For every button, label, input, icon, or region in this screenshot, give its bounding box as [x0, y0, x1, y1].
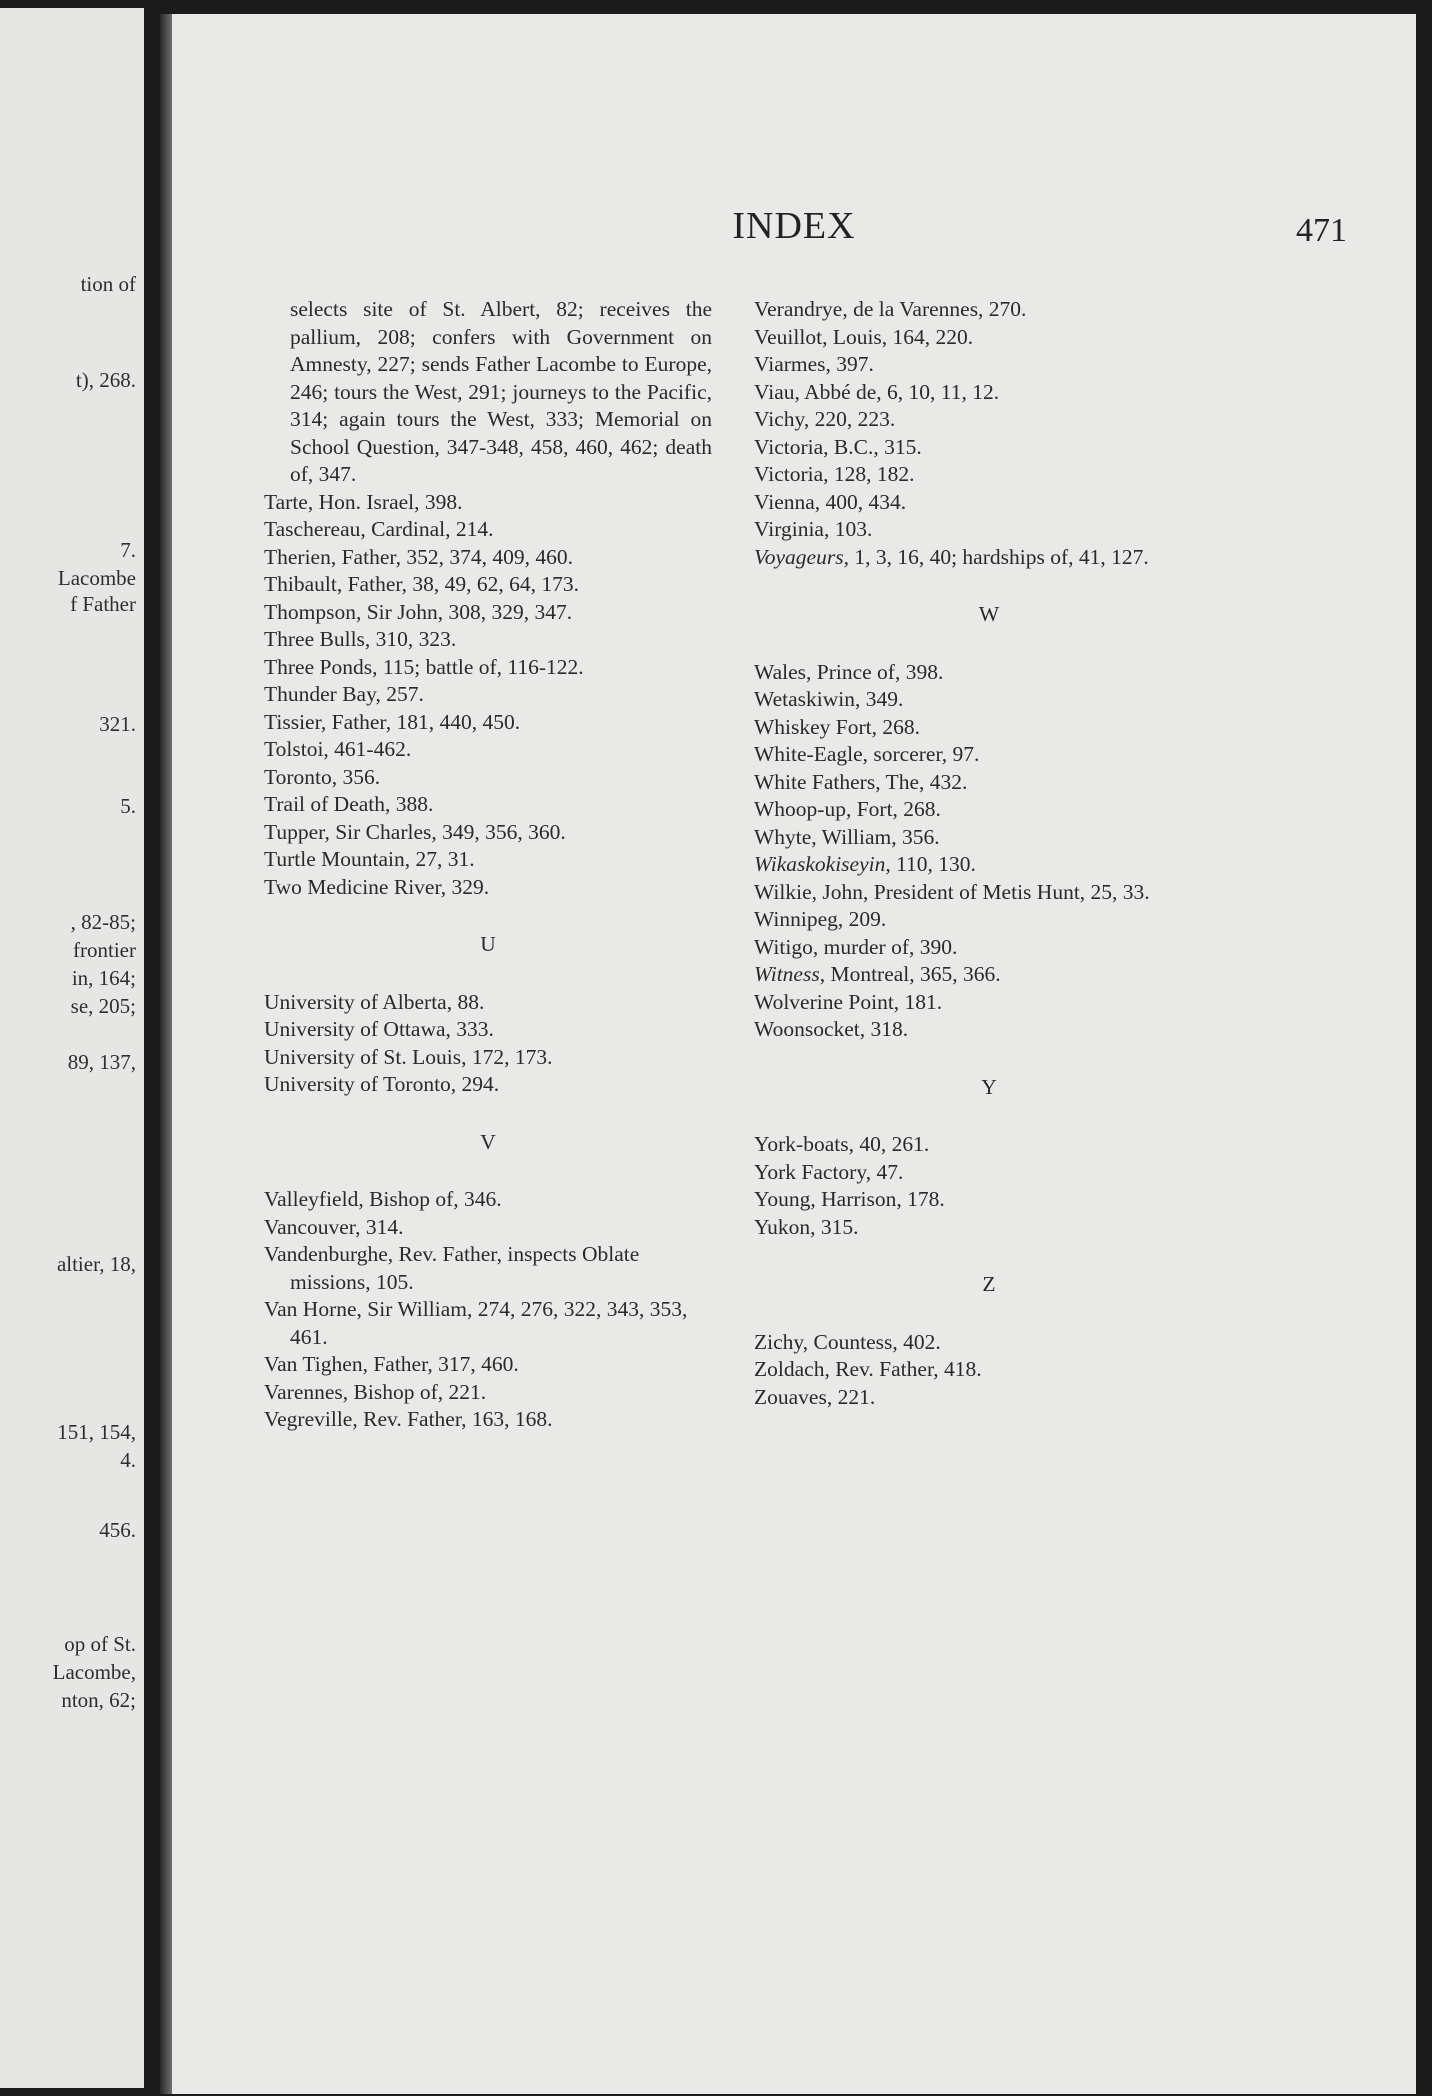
prev-fragment: 4. [120, 1448, 136, 1472]
continued-entry: selects site of St. Albert, 82; receives the pallium, 208; confers with Government on Amnesty, 227; sends Father Lacombe to Europe, 246; tours the West, 291; journeys to the Pacific, 314; again tours the West, 333; Memorial on School Question, 347-348, 458, 460, 462; death of, 347. [290, 297, 712, 486]
index-entry: Tolstoi, 461-462. [264, 737, 412, 761]
prev-fragment: f Father [70, 592, 136, 616]
index-entry: Witigo, murder of, 390. [754, 934, 958, 959]
index-entry: Verandrye, de la Varennes, 270. [754, 297, 1027, 321]
index-entry: Therien, Father, 352, 374, 409, 460. [264, 544, 574, 569]
prev-fragment: frontier [73, 938, 136, 962]
index-entry: University of St. Louis, 172, 173. [264, 1044, 553, 1069]
section-letter-u: U [480, 932, 496, 956]
index-entry-wikaskokiseyin [754, 851, 1224, 879]
index-entry: Wetaskiwin, 349. [754, 687, 904, 711]
index-page [172, 14, 1416, 2094]
index-entry: York-boats, 40, 261. [754, 1132, 930, 1156]
index-entry: Tissier, Father, 181, 440, 450. [264, 709, 521, 734]
index-entry: Virginia, 103. [754, 517, 873, 541]
index-entry: Whyte, William, 356. [754, 824, 940, 849]
index-entry: Viarmes, 397. [754, 352, 874, 376]
index-entry: Varennes, Bishop of, 221. [264, 1379, 487, 1404]
index-entry: Trail of Death, 388. [264, 792, 434, 816]
page-number: 471 [1296, 212, 1347, 249]
index-entry: University of Ottawa, 333. [264, 1017, 494, 1041]
section-letter-z: Z [982, 1272, 996, 1296]
prev-fragment: 456. [99, 1518, 136, 1542]
prev-fragment: t), 268. [75, 368, 136, 392]
index-entry: Van Horne, Sir William, 274, 276, 322, 343, 353, 461. [264, 1297, 688, 1349]
page-title: INDEX [732, 205, 856, 247]
entry-rest: , Montreal, 365, 366. [819, 962, 1001, 986]
prev-fragment: 321. [99, 712, 136, 736]
prev-fragment: 5. [120, 794, 136, 818]
prev-fragment: op of St. [64, 1632, 136, 1656]
index-entry: Zoldach, Rev. Father, 418. [754, 1357, 982, 1381]
index-entry: White Fathers, The, 432. [754, 769, 968, 794]
italic-term: Wikaskokiseyin [754, 852, 886, 876]
prev-fragment: nton, 62; [61, 1688, 136, 1712]
section-letter-y: Y [981, 1074, 997, 1099]
index-entry: Turtle Mountain, 27, 31. [264, 847, 475, 871]
index-entry: Thibault, Father, 38, 49, 62, 64, 173. [264, 572, 580, 596]
index-entry: Viau, Abbé de, 6, 10, 11, 12. [754, 379, 1000, 404]
index-entry: York Factory, 47. [754, 1159, 904, 1184]
left-column [264, 296, 712, 1434]
index-entry: Thompson, Sir John, 308, 329, 347. [264, 599, 573, 624]
prev-fragment: in, 164; [71, 966, 136, 990]
index-entry: Vandenburghe, Rev. Father, inspects Oblate missions, 105. [264, 1242, 640, 1294]
index-entry: University of Alberta, 88. [264, 989, 485, 1014]
prev-fragment: Lacombe [57, 566, 136, 590]
italic-term: Voyageurs [754, 544, 844, 569]
index-entry: Zouaves, 221. [754, 1384, 876, 1409]
prev-fragment: 151, 154, [57, 1420, 136, 1444]
section-letter-w: W [978, 602, 1000, 626]
index-entry: Vancouver, 314. [264, 1214, 404, 1239]
index-entry: Three Ponds, 115; battle of, 116-122. [264, 654, 584, 679]
index-entry: Taschereau, Cardinal, 214. [264, 517, 494, 541]
index-entry: Thunder Bay, 257. [264, 682, 424, 706]
entry-rest: , 1, 3, 16, 40; hardships of, 41, 127. [843, 544, 1149, 569]
entry-rest: , 110, 130. [885, 852, 976, 876]
index-entry: Valleyfield, Bishop of, 346. [264, 1187, 502, 1211]
index-entry: Wilkie, John, President of Metis Hunt, 25, 33. [754, 879, 1150, 904]
prev-fragment: Lacombe, [52, 1660, 136, 1684]
index-entry: Veuillot, Louis, 164, 220. [754, 324, 974, 349]
index-entry: Wales, Prince of, 398. [754, 659, 944, 684]
right-column [754, 296, 1224, 1411]
index-entry: Vichy, 220, 223. [754, 407, 896, 431]
index-entry: Wolverine Point, 181. [754, 989, 943, 1014]
prev-fragment: se, 205; [70, 994, 136, 1018]
index-entry: Zichy, Countess, 402. [754, 1329, 941, 1354]
prev-fragment: tion of [80, 272, 136, 296]
index-entry: Victoria, B.C., 315. [754, 434, 922, 459]
index-entry-witness [754, 961, 1224, 989]
prev-fragment: , 82-85; [70, 910, 136, 934]
index-entry: Three Bulls, 310, 323. [264, 627, 457, 651]
section-letter-v: V [480, 1129, 496, 1154]
previous-page-edge [0, 8, 144, 2088]
index-entry: Woonsocket, 318. [754, 1017, 909, 1041]
index-entry: Whoop-up, Fort, 268. [754, 797, 941, 821]
prev-fragment: 7. [120, 538, 136, 562]
index-entry: Toronto, 356. [264, 764, 381, 789]
prev-fragment: 89, 137, [67, 1050, 136, 1074]
index-entry: Tarte, Hon. Israel, 398. [264, 489, 463, 514]
index-entry: Whiskey Fort, 268. [754, 714, 921, 739]
index-entry: Vienna, 400, 434. [754, 489, 907, 514]
index-entry: Van Tighen, Father, 317, 460. [264, 1352, 519, 1376]
index-entry: University of Toronto, 294. [264, 1072, 500, 1096]
index-entry-voyageurs [754, 544, 1224, 572]
index-entry: Winnipeg, 209. [754, 907, 887, 931]
index-entry: White-Eagle, sorcerer, 97. [754, 742, 980, 766]
index-entry: Victoria, 128, 182. [754, 462, 915, 486]
italic-term: Witness [754, 962, 820, 986]
prev-fragment: altier, 18, [56, 1252, 136, 1276]
index-entry: Tupper, Sir Charles, 349, 356, 360. [264, 819, 566, 844]
index-entry: Two Medicine River, 329. [264, 874, 490, 899]
index-entry: Vegreville, Rev. Father, 163, 168. [264, 1407, 553, 1431]
index-entry: Young, Harrison, 178. [754, 1187, 945, 1211]
index-entry: Yukon, 315. [754, 1214, 859, 1239]
